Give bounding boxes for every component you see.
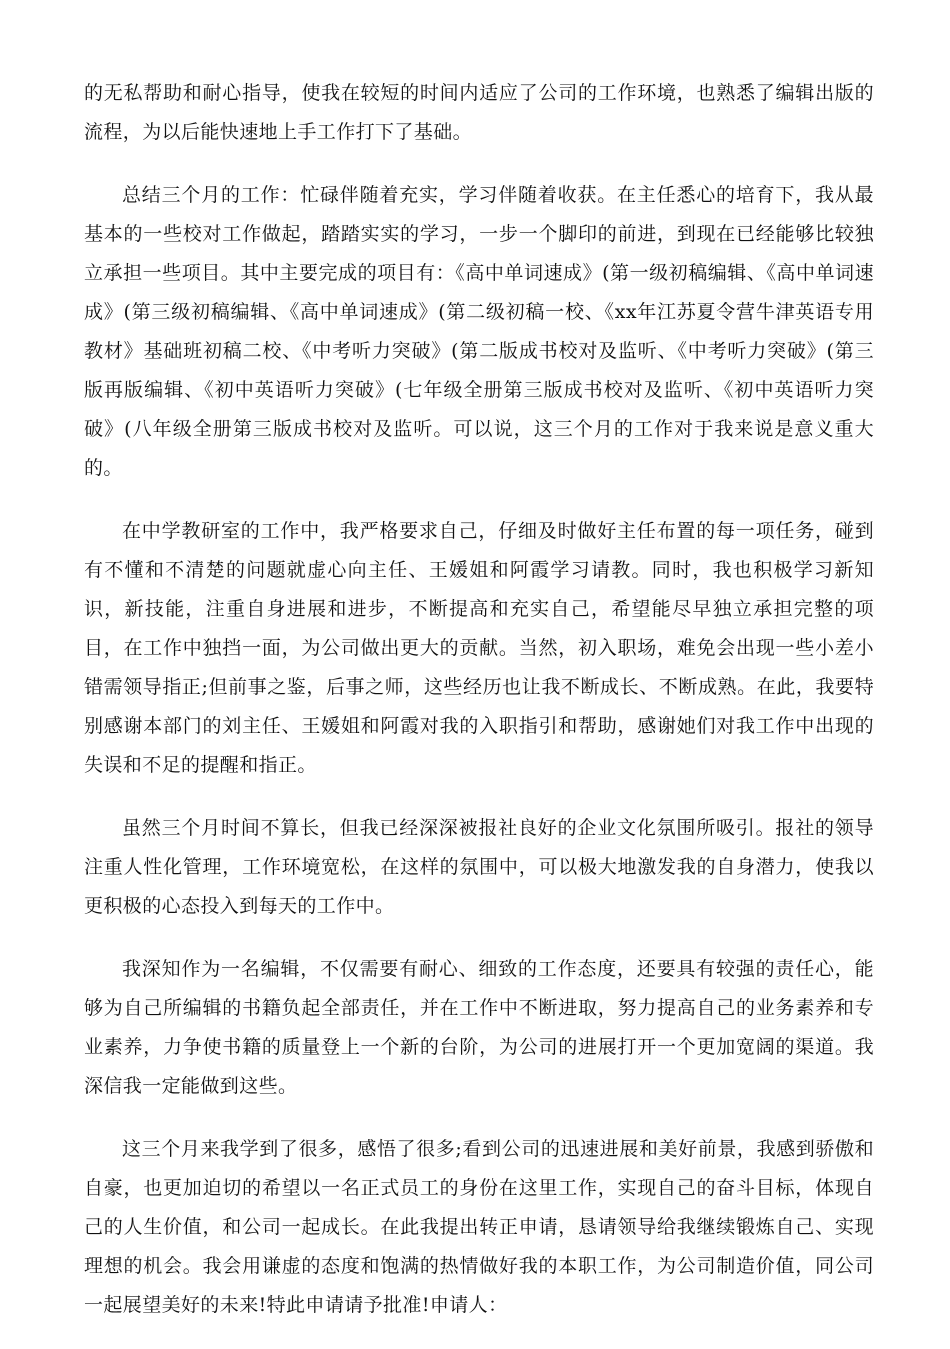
paragraph-6: 这三个月来我学到了很多，感悟了很多;看到公司的迅速进展和美好前景，我感到骄傲和自豪，也更加迫切的希望以一名正式员工的身份在这里工作，实现自己的奋斗目标，体现自己的人生价值，和公司一起成长。在此我提出转正申请，恳请领导给我继续锻炼自己、实现理想的机会。我会用谦虚的态度和饱满的热情做好我的本职工作，为公司制造价值，同公司一起展望美好的未来!特此申请请予批准!申请人：	[84, 1138, 874, 1316]
paragraph-5: 我深知作为一名编辑，不仅需要有耐心、细致的工作态度，还要具有较强的责任心，能够为自己所编辑的书籍负起全部责任，并在工作中不断进取，努力提高自己的业务素养和专业素养，力争使书籍的质量登上一个新的台阶，为公司的进展打开一个更加宽阔的渠道。我深信我一定能做到这些。	[84, 958, 874, 1097]
document-body	[84, 74, 874, 1349]
paragraph-4: 虽然三个月时间不算长，但我已经深深被报社良好的企业文化氛围所吸引。报社的领导注重人性化管理，工作环境宽松，在这样的氛围中，可以极大地激发我的自身潜力，使我以更积极的心态投入到每天的工作中。	[84, 817, 874, 917]
paragraph-1: 的无私帮助和耐心指导，使我在较短的时间内适应了公司的工作环境，也熟悉了编辑出版的流程，为以后能快速地上手工作打下了基础。	[84, 82, 874, 143]
paragraph-3: 在中学教研室的工作中，我严格要求自己，仔细及时做好主任布置的每一项任务，碰到有不懂和不清楚的问题就虚心向主任、王媛姐和阿霞学习请教。同时，我也积极学习新知识，新技能，注重自身进展和进步，不断提高和充实自己，希望能尽早独立承担完整的项目，在工作中独挡一面，为公司做出更大的贡献。当然，初入职场，难免会出现一些小差小错需领导指正;但前事之鉴，后事之师，这些经历也让我不断成长、不断成熟。在此，我要特别感谢本部门的刘主任、王媛姐和阿霞对我的入职指引和帮助，感谢她们对我工作中出现的失误和不足的提醒和指正。	[84, 520, 874, 776]
paragraph-2: 总结三个月的工作：忙碌伴随着充实，学习伴随着收获。在主任悉心的培育下，我从最基本的一些校对工作做起，踏踏实实的学习，一步一个脚印的前进，到现在已经能够比较独立承担一些项目。其中主要完成的项目有：《高中单词速成》(第一级初稿编辑、《高中单词速成》(第三级初稿编辑、《高中单词速成》(第二级初稿一校、《xx年江苏夏令营牛津英语专用教材》基础班初稿二校、《中考听力突破》(第二版成书校对及监听、《中考听力突破》(第三版再版编辑、《初中英语听力突破》(七年级全册第三版成书校对及监听、《初中英语听力突破》(八年级全册第三版成书校对及监听。可以说，这三个月的工作对于我来说是意义重大的。	[84, 184, 874, 479]
